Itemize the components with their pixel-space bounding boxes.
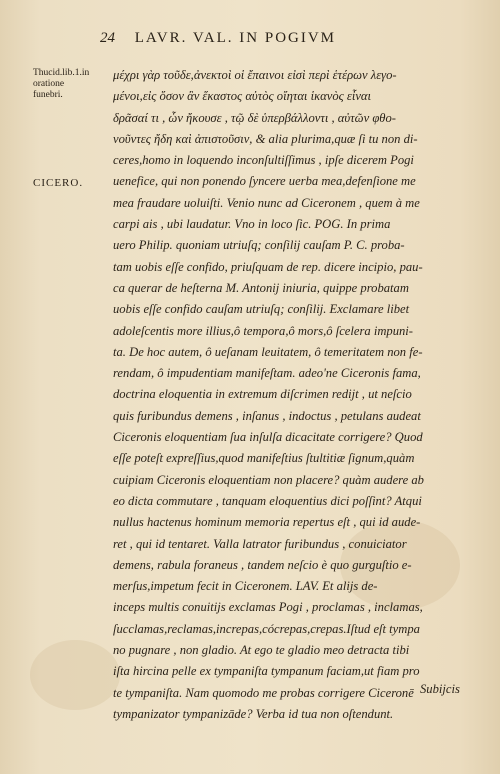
text-line: adoleſcentis more illius,ô tempora,ô mors,ô ſcelera impuni-: [113, 323, 413, 338]
text-line: tam uobis eſſe confido, priuſquam de rep. dicere incipio, pau-: [113, 259, 423, 274]
text-line: cuipiam Ciceronis eloquentiam non placere? quàm audere ab: [113, 472, 424, 487]
text-line: iſta hircina pelle ex tympaniſta tympanum faciam,ut fiam pro: [113, 664, 420, 679]
margin-note-thucydides: Thucid.lib.1.in oratione funebri.: [33, 68, 90, 100]
page-header: [100, 30, 480, 47]
text-line: rendam, ô impudentiam manifeſtam. adeo'ne Ciceronis fama,: [113, 366, 421, 381]
text-line: doctrina eloquentia in extremum diſcrimen redijt , ut neſcio: [113, 387, 412, 402]
text-line: ca querar de heſterna M. Antonij iniuria, quippe probatam: [113, 280, 409, 295]
text-line: μένοι,εἰς ὅσον ἂν ἕκαστος αὐτὸς οἴηται ἱκανὸς εἶναι: [113, 89, 372, 104]
text-line: nullus hactenus hominum memoria repertus eſt , qui id aude-: [113, 515, 421, 530]
text-line: Ciceronis eloquentiam ſua inſulſa dicacitate corrigere? Quod: [113, 430, 423, 445]
text-line: carpi ais , ubi laudatur. Vno in loco ſic. POG. In prima: [113, 217, 391, 232]
text-line: eſſe poteſt expreſſius,quod manifeſtius ſtultitiæ ſignum,quàm: [113, 451, 415, 466]
text-line: no pugnare , non gladio. At ego te gladio meo detracta tibi: [113, 643, 410, 658]
text-line: uobis eſſe confido cauſam utriuſq; conſilij. Exclamare libet: [113, 302, 410, 317]
margin-note-cicero: CICERO.: [33, 177, 84, 189]
text-line: uero Philip. quoniam utriuſq; conſilij cauſam P. C. proba-: [113, 238, 405, 253]
text-line: ta. De hoc autem, ô ueſanam leuitatem, ô temeritatem non fe-: [113, 344, 423, 359]
catchword: Subijcis: [420, 682, 460, 696]
body-text: [113, 65, 483, 725]
text-line: ret , qui id tentaret. Valla latrator furibundus , conuiciator: [113, 536, 407, 551]
text-line: μέχρι γὰρ τοῦδε,ἀνεκτοὶ οἱ ἔπαινοι εἰσὶ περὶ ἑτέρων λεγο-: [113, 68, 397, 82]
text-line: νοῦντες ἤδη καὶ ἀπιστοῦσιν, & alia plurima,quæ ſi tu non di-: [113, 131, 418, 146]
text-line: eo dicta commutare , tanquam eloquentius dici poſſint? Atqui: [113, 493, 422, 508]
text-line: δρᾶσαί τι , ὧν ἤκουσε , τῷ δὲ ὑπερβάλλοντι , αὐτῶν φθο-: [113, 110, 396, 125]
paper-stain: [30, 640, 120, 710]
running-title: LAVR. VAL. IN POGIVM: [134, 30, 337, 46]
text-line: demens, rabula foraneus , tandem neſcio è quo gurguſtio e-: [113, 557, 412, 572]
text-line: mea fraudare uoluiſti. Venio nunc ad Ciceronem , quem à me: [113, 195, 420, 210]
page-number: 24: [100, 30, 115, 46]
text-line: ſucclamas,reclamas,increpas,cócrepas,crepas.Iſtud eſt tympa: [113, 621, 420, 636]
text-line: merſus,impetum fecit in Ciceronem. LAV. Et alijs de-: [113, 579, 378, 594]
text-line: quis furibundus demens , inſanus , indoctus , petulans audeat: [113, 408, 421, 423]
text-line: inceps multis conuitijs exclamas Pogi , proclamas , inclamas,: [113, 600, 423, 615]
text-line: te tympaniſta. Nam quomodo me probas corrigere Ciceronē: [113, 685, 414, 700]
text-line: uenefice, qui non ponendo ſyncere uerba mea,defenſione me: [113, 174, 416, 189]
text-line: ceres,homo in loquendo inconſultiſſimus , ipſe dicerem Pogi: [113, 153, 414, 168]
text-line: tympanizator tympanizāde? Verba id tua non oſtendunt.: [113, 706, 394, 721]
